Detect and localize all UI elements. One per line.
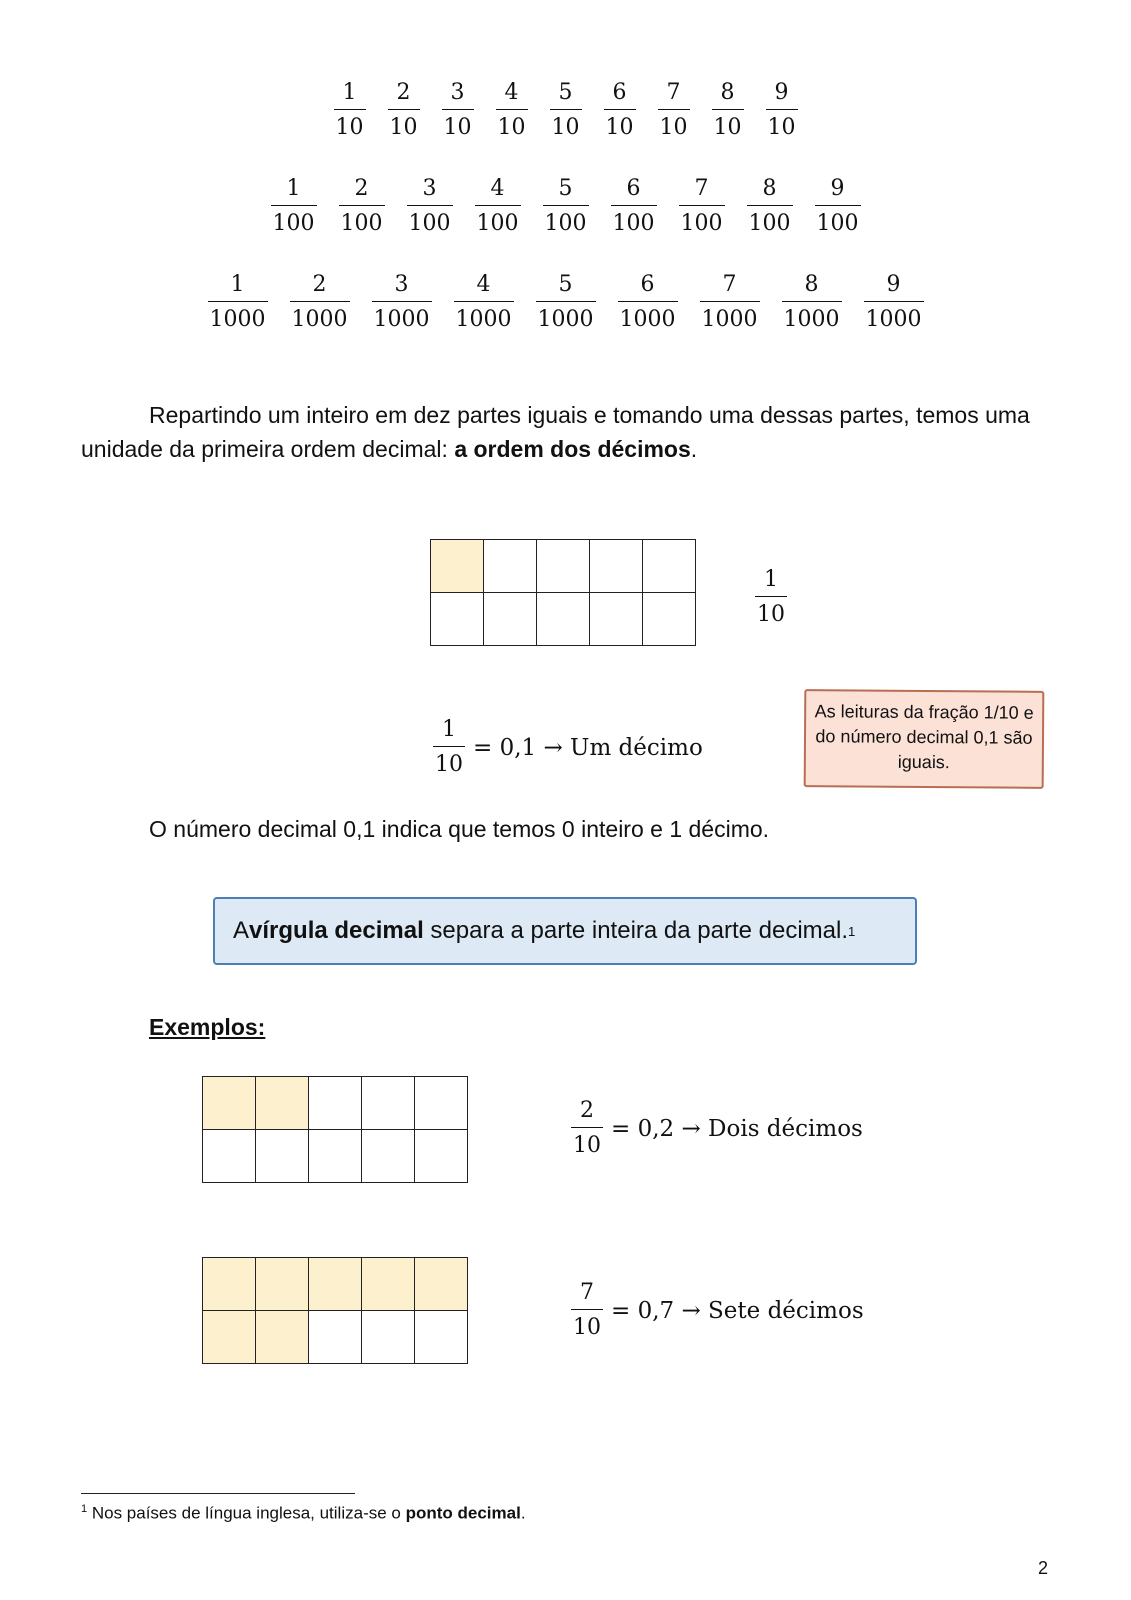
intro-text: Repartindo um inteiro em dez partes iguais e tomando uma dessas partes, temos uma unidade da primeira ordem decimal:	[81, 402, 1030, 462]
fraction-denominator: 10	[497, 115, 526, 140]
callout-bold: vírgula decimal	[249, 917, 424, 944]
shaded-cell	[203, 1077, 256, 1130]
footnote-after: .	[520, 1503, 526, 1523]
example-2-num: 7	[580, 1280, 594, 1305]
fraction-denominator: 1000	[537, 307, 594, 332]
fraction-numerator: 9	[886, 272, 901, 297]
empty-cell	[590, 540, 643, 593]
fraction-denominator: 1000	[619, 307, 676, 332]
footnote-before: Nos países de língua inglesa, utiliza-se o	[87, 1503, 406, 1523]
fraction-row2-1	[271, 178, 317, 235]
empty-cell	[362, 1311, 415, 1364]
grid-main-label-num: 1	[764, 567, 778, 592]
fraction-numerator: 6	[626, 176, 641, 201]
shaded-cell	[203, 1258, 256, 1311]
fraction-row1-7	[658, 82, 690, 139]
page-number: 2	[1038, 1558, 1049, 1578]
callout-before: A	[233, 917, 250, 944]
shaded-cell	[431, 540, 484, 593]
fraction-row1-2	[388, 82, 420, 139]
fraction-numerator: 1	[342, 80, 357, 105]
fraction-row1-6	[604, 82, 636, 139]
fraction-denominator: 100	[340, 211, 383, 236]
fraction-row2-7	[679, 178, 725, 235]
shaded-cell	[256, 1258, 309, 1311]
fraction-denominator: 10	[713, 115, 742, 140]
empty-cell	[590, 593, 643, 646]
fraction-numerator: 3	[450, 80, 465, 105]
fraction-denominator: 10	[767, 115, 796, 140]
fraction-numerator: 2	[354, 176, 369, 201]
empty-cell	[484, 593, 537, 646]
grid-main-label-den: 10	[757, 602, 785, 627]
grid-main-label	[755, 569, 787, 626]
empty-cell	[415, 1311, 468, 1364]
intro-bold: a ordem dos décimos	[454, 436, 691, 462]
fraction-numerator: 8	[762, 176, 777, 201]
fraction-numerator: 5	[558, 176, 573, 201]
example-equation-2	[571, 1282, 864, 1339]
fraction-numerator: 1	[286, 176, 301, 201]
shaded-cell	[256, 1077, 309, 1130]
note-box	[804, 689, 1045, 789]
shaded-cell	[362, 1258, 415, 1311]
fraction-row1-3	[442, 82, 474, 139]
footnote-ref: 1	[848, 923, 856, 939]
callout-after: separa a parte inteira da parte decimal.	[423, 917, 849, 944]
fraction-numerator: 9	[774, 80, 789, 105]
fraction-row1-5	[550, 82, 582, 139]
fraction-denominator: 100	[476, 211, 519, 236]
empty-cell	[537, 540, 590, 593]
note-text: As leituras da fração 1/10 e do número decimal 0,1 são iguais.	[814, 701, 1034, 773]
empty-cell	[431, 593, 484, 646]
fraction-row3-4	[454, 274, 514, 331]
fraction-row1-9	[766, 82, 798, 139]
fraction-row3-5	[536, 274, 596, 331]
empty-cell	[203, 1130, 256, 1183]
decimal-sentence: O número decimal 0,1 indica que temos 0 inteiro e 1 décimo.	[149, 816, 770, 842]
footnote-divider	[81, 1493, 355, 1494]
fraction-row-tenths	[0, 82, 1131, 139]
intro-after: .	[690, 436, 698, 462]
equation-main-rest: = 0,1 → Um décimo	[473, 734, 703, 761]
empty-cell	[415, 1130, 468, 1183]
fraction-numerator: 9	[830, 176, 845, 201]
fraction-numerator: 3	[394, 272, 409, 297]
fraction-row3-7	[700, 274, 760, 331]
fraction-numerator: 2	[396, 80, 411, 105]
example-2-rest: = 0,7 → Sete décimos	[611, 1297, 864, 1324]
fraction-numerator: 5	[558, 80, 573, 105]
fraction-numerator: 3	[422, 176, 437, 201]
fraction-row2-6	[611, 178, 657, 235]
fraction-denominator: 1000	[701, 307, 758, 332]
empty-cell	[309, 1077, 362, 1130]
fraction-denominator: 100	[748, 211, 791, 236]
shaded-cell	[203, 1311, 256, 1364]
fraction-row2-5	[543, 178, 589, 235]
examples-title: Exemplos:	[149, 1014, 266, 1040]
fraction-denominator: 1000	[783, 307, 840, 332]
fraction-row2-9	[815, 178, 861, 235]
fraction-row2-2	[339, 178, 385, 235]
fraction-numerator: 8	[804, 272, 819, 297]
fraction-row-hundredths	[0, 178, 1131, 235]
fraction-numerator: 4	[476, 272, 491, 297]
fraction-numerator: 4	[490, 176, 505, 201]
fraction-row1-8	[712, 82, 744, 139]
fraction-row3-2	[290, 274, 350, 331]
empty-cell	[643, 540, 696, 593]
intro-paragraph	[81, 398, 1056, 466]
fraction-denominator: 10	[335, 115, 364, 140]
fraction-row3-9	[864, 274, 924, 331]
fraction-numerator: 8	[720, 80, 735, 105]
fraction-numerator: 5	[558, 272, 573, 297]
empty-cell	[415, 1077, 468, 1130]
fraction-numerator: 4	[504, 80, 519, 105]
tenths-grid-main	[430, 539, 696, 646]
fraction-denominator: 10	[443, 115, 472, 140]
equation-main-den: 10	[435, 752, 463, 777]
fraction-denominator: 1000	[455, 307, 512, 332]
empty-cell	[256, 1130, 309, 1183]
fraction-row3-3	[372, 274, 432, 331]
equation-main	[433, 719, 703, 776]
empty-cell	[362, 1130, 415, 1183]
fraction-denominator: 100	[612, 211, 655, 236]
fraction-denominator: 10	[605, 115, 634, 140]
equation-main-num: 1	[442, 717, 456, 742]
shaded-cell	[309, 1258, 362, 1311]
example-1-fraction	[571, 1100, 603, 1157]
fraction-denominator: 10	[389, 115, 418, 140]
example-1-num: 2	[580, 1098, 594, 1123]
example-2-fraction	[571, 1282, 603, 1339]
fraction-row-thousandths	[0, 274, 1131, 331]
fraction-row2-4	[475, 178, 521, 235]
fraction-denominator: 100	[272, 211, 315, 236]
fraction-numerator: 1	[230, 272, 245, 297]
example-grid-1	[202, 1076, 468, 1183]
example-1-den: 10	[573, 1133, 601, 1158]
fraction-row3-6	[618, 274, 678, 331]
equation-main-fraction	[433, 719, 465, 776]
fraction-row1-4	[496, 82, 528, 139]
empty-cell	[309, 1311, 362, 1364]
footnote-bold: ponto decimal	[405, 1503, 521, 1523]
fraction-numerator: 7	[722, 272, 737, 297]
empty-cell	[362, 1077, 415, 1130]
footnote	[81, 1503, 526, 1524]
empty-cell	[309, 1130, 362, 1183]
footnote-mark: 1	[81, 1503, 88, 1515]
callout-box	[213, 897, 917, 965]
fraction-denominator: 1000	[291, 307, 348, 332]
fraction-numerator: 6	[612, 80, 627, 105]
fraction-row2-3	[407, 178, 453, 235]
fraction-denominator: 100	[408, 211, 451, 236]
empty-cell	[643, 593, 696, 646]
fraction-numerator: 2	[312, 272, 327, 297]
shaded-cell	[415, 1258, 468, 1311]
fraction-numerator: 7	[666, 80, 681, 105]
fraction-denominator: 100	[680, 211, 723, 236]
fraction-denominator: 1000	[865, 307, 922, 332]
fraction-row1-1	[334, 82, 366, 139]
example-2-den: 10	[573, 1315, 601, 1340]
shaded-cell	[256, 1311, 309, 1364]
fraction-denominator: 100	[816, 211, 859, 236]
example-grid-2	[202, 1257, 468, 1364]
example-1-rest: = 0,2 → Dois décimos	[611, 1115, 863, 1142]
fraction-numerator: 6	[640, 272, 655, 297]
fraction-row2-8	[747, 178, 793, 235]
empty-cell	[484, 540, 537, 593]
fraction-denominator: 1000	[373, 307, 430, 332]
fraction-row3-8	[782, 274, 842, 331]
fraction-row3-1	[208, 274, 268, 331]
fraction-denominator: 10	[659, 115, 688, 140]
fraction-denominator: 100	[544, 211, 587, 236]
fraction-denominator: 1000	[209, 307, 266, 332]
fraction-numerator: 7	[694, 176, 709, 201]
fraction-denominator: 10	[551, 115, 580, 140]
example-equation-1	[571, 1100, 863, 1157]
empty-cell	[537, 593, 590, 646]
